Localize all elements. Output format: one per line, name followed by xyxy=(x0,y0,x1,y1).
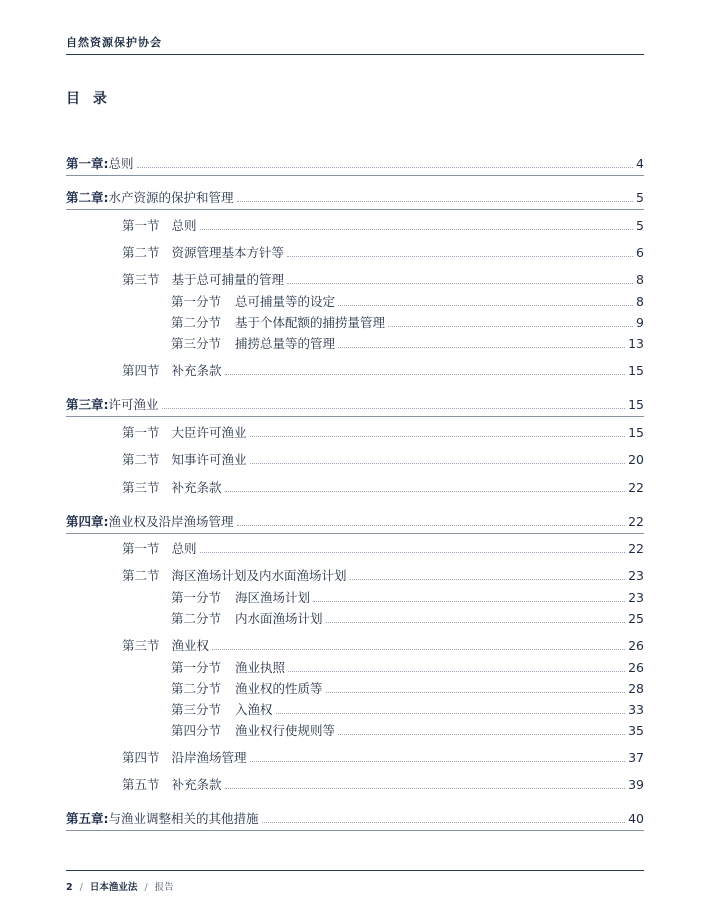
dot-leader xyxy=(326,691,626,693)
toc-entry-title: 海区渔场计划及内水面渔场计划 xyxy=(171,568,347,583)
toc-entry-page: 15 xyxy=(628,363,644,378)
toc-entry-prefix: 第三节 xyxy=(122,480,160,495)
toc-entry-label xyxy=(122,363,222,379)
toc-entry-prefix: 第二章: xyxy=(66,190,109,205)
dot-leader xyxy=(225,787,626,789)
toc-entry[interactable] xyxy=(66,476,644,496)
dot-leader xyxy=(313,600,625,602)
toc-entry-label xyxy=(66,514,234,530)
toc-entry-page: 26 xyxy=(628,638,644,653)
toc-entry-prefix: 第五章: xyxy=(66,811,109,826)
publication-title: 日本渔业法 xyxy=(89,882,138,893)
toc-entry-title: 资源管理基本方针等 xyxy=(171,245,285,260)
toc-entry-label xyxy=(122,452,247,468)
toc-entry-label xyxy=(171,336,335,352)
toc-entry-page: 22 xyxy=(628,514,644,529)
dot-leader xyxy=(287,282,633,284)
footer-separator: / xyxy=(79,882,83,893)
toc-entry-label xyxy=(122,218,197,234)
toc-entry[interactable] xyxy=(66,332,644,352)
toc-entry-prefix: 第四分节 xyxy=(171,723,222,738)
toc-entry-label xyxy=(122,777,222,793)
toc-entry-prefix: 第四节 xyxy=(122,363,160,378)
toc-title: 目 录 xyxy=(66,91,111,107)
toc-entry-label xyxy=(171,294,335,310)
toc-entry-title: 基于个体配额的捕捞量管理 xyxy=(235,315,386,330)
toc-entry[interactable] xyxy=(66,537,644,557)
toc-entry-title: 总则 xyxy=(171,218,197,233)
toc-entry[interactable] xyxy=(66,586,644,606)
toc-entry[interactable] xyxy=(66,421,644,441)
toc-entry-title: 大臣许可渔业 xyxy=(171,425,247,440)
toc-entry[interactable] xyxy=(66,510,644,534)
toc-entry-label xyxy=(66,397,159,413)
toc-entry-page: 8 xyxy=(636,294,644,309)
page-number: 2 xyxy=(66,882,73,893)
toc-entry-prefix: 第一节 xyxy=(122,541,160,556)
toc-entry-prefix: 第三节 xyxy=(122,638,160,653)
toc-entry[interactable] xyxy=(66,634,644,654)
dot-leader xyxy=(237,524,626,526)
dot-leader xyxy=(276,712,626,714)
toc-entry-prefix: 第三节 xyxy=(122,272,160,287)
toc-entry-label xyxy=(66,811,259,827)
footer-divider xyxy=(66,870,644,871)
dot-leader xyxy=(225,490,626,492)
toc-entry-title: 总则 xyxy=(171,541,197,556)
toc-entry[interactable] xyxy=(66,393,644,417)
toc-entry-prefix: 第二节 xyxy=(122,452,160,467)
toc-entry-prefix: 第一节 xyxy=(122,425,160,440)
toc-entry-title: 补充条款 xyxy=(171,777,222,792)
toc-entry[interactable] xyxy=(66,290,644,310)
toc-entry-prefix: 第三章: xyxy=(66,397,109,412)
toc-entry-prefix: 第二分节 xyxy=(171,611,222,626)
toc-entry-page: 23 xyxy=(628,568,644,583)
toc-entry-label xyxy=(122,245,284,261)
dot-leader xyxy=(288,670,625,672)
toc-entry-label xyxy=(122,750,247,766)
toc-entry-page: 15 xyxy=(628,425,644,440)
toc-entry-title: 入渔权 xyxy=(235,702,273,717)
toc-entry[interactable] xyxy=(66,152,644,176)
toc-entry[interactable] xyxy=(66,214,644,234)
toc-entry[interactable] xyxy=(66,719,644,739)
toc-entry[interactable] xyxy=(66,186,644,210)
toc-entry-title: 补充条款 xyxy=(171,363,222,378)
toc-entry-page: 25 xyxy=(628,611,644,626)
toc-entry-page: 4 xyxy=(636,156,644,171)
toc-entry-label xyxy=(122,425,247,441)
toc-entry-label xyxy=(122,638,209,654)
toc-entry-page: 28 xyxy=(628,681,644,696)
toc-entry-page: 35 xyxy=(628,723,644,738)
toc-entry-label xyxy=(66,156,134,172)
organization-name: 自然资源保护协会 xyxy=(66,36,162,49)
dot-leader xyxy=(338,733,625,735)
dot-leader xyxy=(225,373,626,375)
header-divider xyxy=(66,54,644,55)
toc-entry-label xyxy=(171,660,285,676)
toc-entry-page: 5 xyxy=(636,218,644,233)
toc-entry-title: 捕捞总量等的管理 xyxy=(235,336,336,351)
toc-entry-title: 基于总可捕量的管理 xyxy=(171,272,285,287)
toc-entry-page: 6 xyxy=(636,245,644,260)
toc-entry-page: 37 xyxy=(628,750,644,765)
toc-entry[interactable] xyxy=(66,607,644,627)
dot-leader xyxy=(200,551,626,553)
toc-entry[interactable] xyxy=(66,311,644,331)
toc-entry-label xyxy=(171,723,335,739)
toc-entry-page: 39 xyxy=(628,777,644,792)
dot-leader xyxy=(250,462,626,464)
toc-entry-title: 知事许可渔业 xyxy=(171,452,247,467)
toc-entry-page: 22 xyxy=(628,480,644,495)
toc-entry-label xyxy=(122,272,284,288)
toc-entry-title: 渔业权及沿岸渔场管理 xyxy=(108,514,234,529)
toc-entry-prefix: 第二节 xyxy=(122,245,160,260)
toc-entry-label xyxy=(171,681,323,697)
toc-entry-page: 20 xyxy=(628,452,644,467)
toc-entry-page: 5 xyxy=(636,190,644,205)
toc-entry-prefix: 第三分节 xyxy=(171,702,222,717)
toc-entry-page: 23 xyxy=(628,590,644,605)
toc-entry-title: 内水面渔场计划 xyxy=(235,611,323,626)
toc-entry-title: 许可渔业 xyxy=(108,397,159,412)
toc-entry-label xyxy=(122,480,222,496)
dot-leader xyxy=(388,325,633,327)
dot-leader xyxy=(287,255,633,257)
toc-entry-prefix: 第一分节 xyxy=(171,590,222,605)
toc-entry-page: 26 xyxy=(628,660,644,675)
toc-entry-page: 22 xyxy=(628,541,644,556)
toc-entry[interactable] xyxy=(66,564,644,584)
toc-entry[interactable] xyxy=(66,448,644,468)
toc-entry-prefix: 第一分节 xyxy=(171,294,222,309)
toc-entry-page: 33 xyxy=(628,702,644,717)
toc-entry[interactable] xyxy=(66,677,644,697)
dot-leader xyxy=(237,200,634,202)
toc-entry-label xyxy=(171,315,385,331)
toc-entry-prefix: 第三分节 xyxy=(171,336,222,351)
toc-entry-page: 8 xyxy=(636,272,644,287)
toc-entry-label xyxy=(122,568,347,584)
dot-leader xyxy=(262,821,626,823)
dot-leader xyxy=(338,346,625,348)
dot-leader xyxy=(250,760,626,762)
toc-entry-title: 补充条款 xyxy=(171,480,222,495)
toc-entry-label xyxy=(171,702,273,718)
toc-entry-prefix: 第一节 xyxy=(122,218,160,233)
toc-entry-title: 水产资源的保护和管理 xyxy=(108,190,234,205)
toc-entry-prefix: 第二分节 xyxy=(171,681,222,696)
dot-leader xyxy=(212,648,625,650)
dot-leader xyxy=(137,166,634,168)
toc-entry[interactable] xyxy=(66,746,644,766)
toc-entry-prefix: 第二节 xyxy=(122,568,160,583)
toc-entry-label xyxy=(171,590,310,606)
toc-entry-title: 渔业权 xyxy=(171,638,210,653)
toc-entry[interactable] xyxy=(66,656,644,676)
dot-leader xyxy=(326,621,626,623)
toc-entry-prefix: 第五节 xyxy=(122,777,160,792)
toc-entry-title: 渔业权的性质等 xyxy=(235,681,323,696)
toc-entry-page: 15 xyxy=(628,397,644,412)
toc-entry-title: 渔业执照 xyxy=(235,660,286,675)
toc-entry-title: 海区渔场计划 xyxy=(235,590,311,605)
toc-entry[interactable] xyxy=(66,359,644,379)
dot-leader xyxy=(250,435,626,437)
dot-leader xyxy=(338,304,633,306)
toc-entry-title: 与渔业调整相关的其他措施 xyxy=(108,811,259,826)
toc-entry[interactable] xyxy=(66,268,644,288)
toc-entry-page: 13 xyxy=(628,336,644,351)
toc-entry[interactable] xyxy=(66,241,644,261)
toc-entry-page: 9 xyxy=(636,315,644,330)
dot-leader xyxy=(162,407,626,409)
dot-leader xyxy=(200,228,634,230)
footer-separator: / xyxy=(144,882,148,893)
toc-entry-prefix: 第二分节 xyxy=(171,315,222,330)
toc-entry-prefix: 第一章: xyxy=(66,156,109,171)
toc-entry-prefix: 第四章: xyxy=(66,514,109,529)
toc-entry-title: 渔业权行使规则等 xyxy=(235,723,336,738)
document-type: 报告 xyxy=(154,882,174,893)
toc-entry[interactable] xyxy=(66,807,644,831)
toc-entry-title: 总则 xyxy=(108,156,134,171)
toc-entry-title: 总可捕量等的设定 xyxy=(235,294,336,309)
toc-entry-prefix: 第一分节 xyxy=(171,660,222,675)
toc-entry[interactable] xyxy=(66,773,644,793)
toc-entry[interactable] xyxy=(66,698,644,718)
dot-leader xyxy=(350,578,626,580)
toc-entry-prefix: 第四节 xyxy=(122,750,160,765)
toc-entry-label xyxy=(171,611,323,627)
toc-entry-page: 40 xyxy=(628,811,644,826)
toc-entry-label xyxy=(122,541,197,557)
page-footer xyxy=(66,879,174,893)
toc-entry-title: 沿岸渔场管理 xyxy=(171,750,247,765)
toc-entry-label xyxy=(66,190,234,206)
